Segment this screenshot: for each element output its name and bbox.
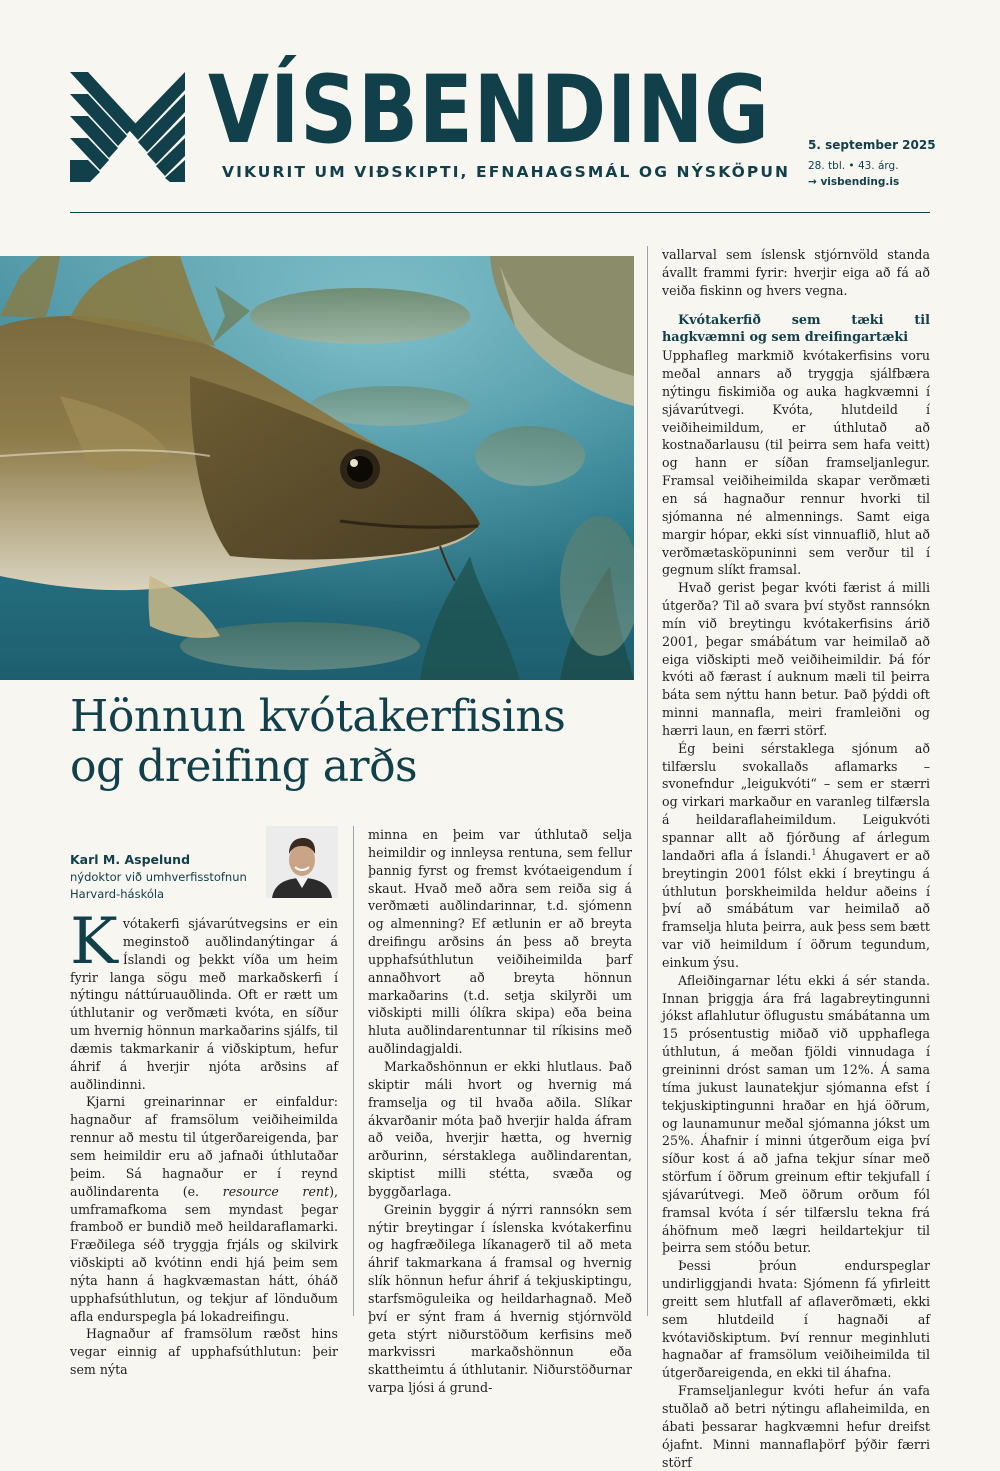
article-paragraph: Afleiðingarnar létu ekki á sér standa. Innan þriggja ára frá lagabreytingunni jókst aflahlutur öflugustu smábátanna um 15 prósentustig miðað við upphaflega úthlutun, á meðan fjöldi vinnudaga í greininni dróst saman um 12%. Á sama tíma jukust launatekjur sjómanna efst í tekjuskiptingunni hraðar en hjá öðrum, og launamunur meðal sjómanna jókst um 25%. Áhafnir í minni útgerðum eiga því síður kost á að jafna tekjur sínar með störfum í öðrum greinum eftir tekjufall í sjávarútvegi. Með öðrum orðum fól framsal kvóta í sér tilfærslu tekna frá áhöfnum með lægri heildartekjur til þeirra sem stóðu betur. (662, 972, 930, 1256)
byline (70, 852, 247, 903)
headline-line-1: Hönnun kvótakerfisins (70, 691, 566, 742)
masthead-subtitle: VIKURIT UM VIÐSKIPTI, EFNAHAGSMÁL OG NÝSKÖPUN (222, 163, 791, 181)
article-column-2 (368, 826, 632, 1397)
article-paragraph: Hvað gerist þegar kvóti færist á milli útgerða? Til að svara því styðst rannsókn mín við breytingu kvótakerfisins árið 2001, þegar smábátum var heimilað að eiga viðskipti með veiðiheimildir. Þá fór kvóti að færast í auknum mæli til þeirra báta sem nýttu hann betur. Það þýddi oft minni mannafla, meiri framleiðni og hærri laun, en færri störf. (662, 580, 930, 738)
author-affiliation-2: Harvard-háskóla (70, 887, 165, 901)
article-paragraph: Ég beini sérstaklega sjónum að tilfærslu svokallaðs aflamarks – svonefndur „leigukvóti“ – sem er stærri og virkari markaður en varanleg tilfærsla á heildaraflaheimildum. Leigukvóti spannar allt að fjórðung af árlegum landaðri afla á Íslandi.$^1$ Áhugavert er að breytingin 2001 fólst ekki í breytingu á úthlutun þorskheimilda heldur aðeins í því að smábátum var heimilað að framselja hluta þeirra, auk þess sem bætt var við heimildum í öðrum tegundum, einkum ýsu. (662, 740, 930, 970)
article-paragraph: vallarval sem íslensk stjórnvöld standa ávallt frammi fyrir: hverjir eiga að fá að veiða fiskinn og hvers vegna. (662, 247, 930, 298)
website-link[interactable]: → visbending.is (808, 176, 900, 188)
masthead-title: VÍSBENDING (208, 56, 770, 165)
author-affiliation-1: nýdoktor við umhverfisstofnun (70, 870, 247, 884)
column-separator (353, 826, 354, 1316)
author-portrait (266, 826, 338, 898)
article-paragraph: minna en þeim var úthlutað selja heimildir og innleysa rentuna, sem fellur þannig fyrst og fremst kvótaeigendum í skaut. Hvað með aðra sem reiða sig á verðmæti auðlindarinnar, t.d. sjómenn og almenning? Ef ætlunin er að breyta dreifingu arðsins án þess að breyta upphafsúthlutun veiðiheimilda þarf annaðhvort að breyta hönnun markaðarins (t.d. setja skilyrði um viðskipti milli ólíkra skipa) eða beina hluta auðlindarentunnar til ríkisins með auðlindagjaldi. (368, 827, 632, 1057)
masthead-divider (70, 212, 930, 213)
article-paragraph: Framseljanlegur kvóti hefur án vafa stuðlað að betri nýtingu aflaheimilda, en ábati þessarar hagkvæmni hefur dreifst ójafnt. Minni mannaflaþörf þýðir færri störf (662, 1383, 930, 1470)
issue-info (808, 138, 936, 188)
column-separator (647, 246, 648, 1316)
headline-line-2: og dreifing arðs (70, 741, 418, 792)
article-paragraph: Kjarni greinarinnar er einfaldur: hagnaður af framsölum veiðiheimilda rennur að mestu til útgerðareigenda, þar sem heimildir eru að jafnaði úthlutaðar þeim. Sá hagnaður er í reynd auðlindarenta (e. resource rent), umframafkoma sem myndast þegar framboð er bundið með heildaraflamarki. Fræðilega séð tryggja frjáls og skilvirk viðskipti að kvótinn endi hjá þeim sem nýta hann á hagkvæmastan hátt, óháð upphafsúthlutun, og tekjur af lönduðum afla endurspegla þá lokadreifingu. (70, 1094, 338, 1324)
footnote-marker[interactable]: 1 (811, 847, 817, 857)
author-name: Karl M. Aspelund (70, 852, 191, 867)
article-paragraph: Þessi þróun endurspeglar undirliggjandi hvata: Sjómenn fá yfirleitt greitt sem hlutfall af aflaverðmæti, ekki sem hlutdeild í hagnaði af kvótaviðskiptum. Því rennur meginhluti hagnaðar af framsölum veiðiheimilda til útgerðareigenda, en ekki til áhafna. (662, 1258, 930, 1381)
article-paragraph: Kvótakerfi sjávarútvegsins er ein meginstoð auðlindanýtingar á Íslandi og þekkt víða um heim fyrir langa sögu með markaðskerfi í nýtingu náttúruauðlinda. Oft er rætt um úthlutanir og verðmæti kvóta, en síður um hvernig hönnun markaðarins sjálfs, til dæmis takmarkanir á viðskiptum, hefur áhrif á hverjir njóta arðsins af auðlindinni. (70, 905, 338, 1092)
article-column-3 (662, 246, 930, 1471)
article-paragraph: Markaðshönnun er ekki hlutlaus. Það skiptir máli hvort og hvernig má framselja og til hvaða aðila. Slíkar ákvarðanir móta það hverjir halda áfram að veiða, hverjir hætta, og hvernig arðurinn, sérstaklega auðlindarentan, skiptist milli stétta, svæða og byggðarlaga. (368, 1058, 632, 1199)
issue-number: 28. tbl. • 43. árg. (808, 160, 899, 172)
article-paragraph: Upphafleg markmið kvótakerfisins voru meðal annars að tryggja sjálfbæra nýtingu fiskimiða og auka hagkvæmni í sjávarútvegi. Kvóta, hlutdeild í veiðiheimildum, er úthlutað að kostnaðarlausu (til þeirra sem hafa veitt) og hann er síðan framseljanlegur. Framsal veiðiheimilda skapar verðmæti en sá hagnaður rennur hvorki til sjómanna né almennings. Samt eiga margir hópar, ekki síst vinnuaflið, hlut að verðmætasköpuninni sem verður til í gegnum slíkt framsal. (662, 348, 930, 578)
drop-cap: K (70, 905, 118, 979)
article-paragraph: Hagnaður af framsölum ræðst hins vegar einnig af upphafsúthlutun: þeir sem nýta (70, 1326, 338, 1378)
article-paragraph: Greinin byggir á nýrri rannsókn sem nýtir breytingar í íslenska kvótakerfinu og hagfræðilega líkanagerð til að meta áhrif takmarkana á framsal og hvernig slík hönnun hefur áhrif á tekjuskiptingu, starfsmöguleika og heildarhagnað. Með því er sýnt fram á hvernig stjórnvöld geta stýrt niðurstöðum kerfisins með markvissri markaðshönnun eða skattheimtu á úthlutanir. Niðurstöðurnar varpa ljósi á grund- (368, 1201, 632, 1396)
visbending-logo-mark (70, 72, 185, 182)
article-column-1 (70, 905, 338, 1379)
article-headline (70, 692, 630, 792)
issue-date: 5. september 2025 (808, 138, 936, 152)
section-subhead: Kvótakerfið sem tæki til hagkvæmni og sem dreifingartæki (662, 312, 930, 346)
cod-fish-photo (0, 256, 634, 680)
